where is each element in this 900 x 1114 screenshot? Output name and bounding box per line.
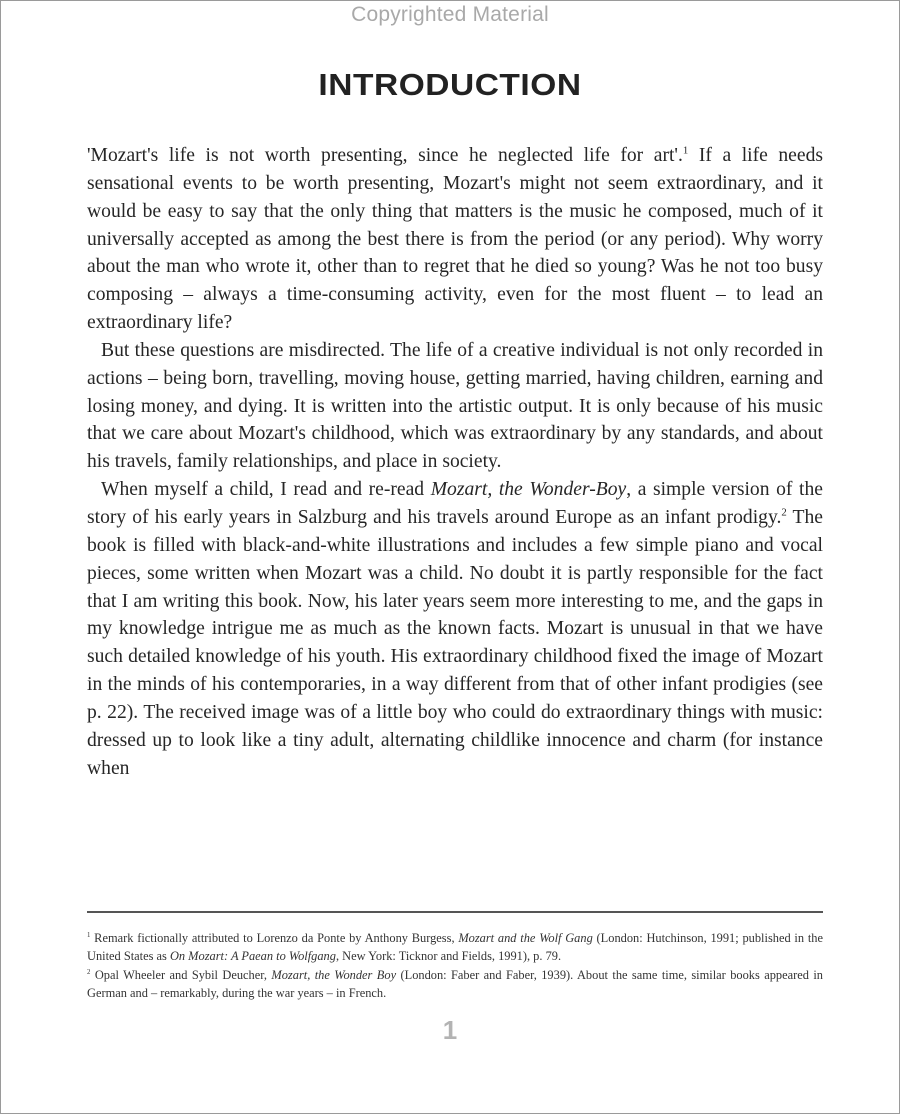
footnote-divider: [87, 911, 823, 913]
footnote-marker: 1: [682, 144, 689, 157]
page-number: 1: [442, 1015, 458, 1045]
text-run: , a simple version of the story of his early years in Salzburg and his travels around Europe as an infant prodigy.: [87, 479, 823, 528]
footnote: [87, 929, 823, 966]
text-run: , New York: Ticknor and Fields, 1991), p. 79.: [335, 949, 562, 964]
footnote-marker: 2: [781, 506, 787, 519]
text-run: (London: Faber and Faber, 1939). About the same time, similar books appeared in German and – remarkably, during the war years – in French.: [87, 967, 824, 1001]
paragraph: [87, 476, 823, 782]
footnote: [87, 966, 823, 1003]
footnote-marker: 2: [87, 968, 91, 976]
italic-title: On Mozart: A Paean to Wolfgang: [169, 949, 336, 964]
chapter-title: INTRODUCTION: [318, 67, 582, 102]
paragraph: [87, 337, 823, 476]
copyright-watermark: Copyrighted Material: [351, 3, 549, 26]
italic-title: Mozart, the Wonder Boy: [271, 967, 397, 982]
italic-title: Mozart, the Wonder-Boy: [430, 479, 627, 501]
footnote-marker: 1: [87, 931, 91, 939]
paragraph: [87, 142, 823, 337]
body-text: [87, 142, 823, 782]
text-run: Remark fictionally attributed to Lorenzo da Ponte by Anthony Burgess,: [90, 931, 459, 945]
text-run: 'Mozart's life is not worth presenting, since he neglected life for art'.: [87, 145, 683, 166]
italic-title: Mozart and the Wolf Gang: [458, 931, 593, 945]
text-run: Opal Wheeler and Sybil Deucher,: [90, 967, 272, 982]
text-run: If a life needs sensational events to be worth presenting, Mozart's might not seem extraordinary, and it would be easy to say that the only thing that matters is the music he composed, much of it universally accepted as among the best there is from the period (or any period). Why worry about the man who wrote it, other than to regret that he died so young? Was he not too busy composing – always a time-consuming activity, even for the most fluent – to lead an extraordinary life?: [87, 145, 823, 334]
text-run: When myself a child, I read and re-read: [101, 479, 431, 501]
text-run: But these questions are misdirected. The life of a creative individual is not only recorded in actions – being born, travelling, moving house, getting married, having children, earning and losing money, and dying. It is written into the artistic output. It is only because of his music that we care about Mozart's childhood, which was extraordinary by any standards, and about his travels, family relationships, and place in society.: [87, 339, 823, 473]
text-run: (London: Hutchinson, 1991; published in the United States as: [87, 931, 823, 964]
text-run: The book is filled with black-and-white illustrations and includes a few simple piano and vocal pieces, some written when Mozart was a child. No doubt it is partly responsible for the fact that I am writing this book. Now, his later years seem more interesting to me, and the gaps in my knowledge intrigue me as much as the known facts. Mozart is unusual in that we have such detailed knowledge of his youth. His extraordinary childhood fixed the image of Mozart in the minds of his contemporaries, in a way different from that of other infant prodigies (see p. 22). The received image was of a little boy who could do extraordinary things with music: dressed up to look like a tiny adult, alternating childlike innocence and charm (for instance when: [87, 506, 823, 779]
footnotes: [87, 929, 823, 1003]
